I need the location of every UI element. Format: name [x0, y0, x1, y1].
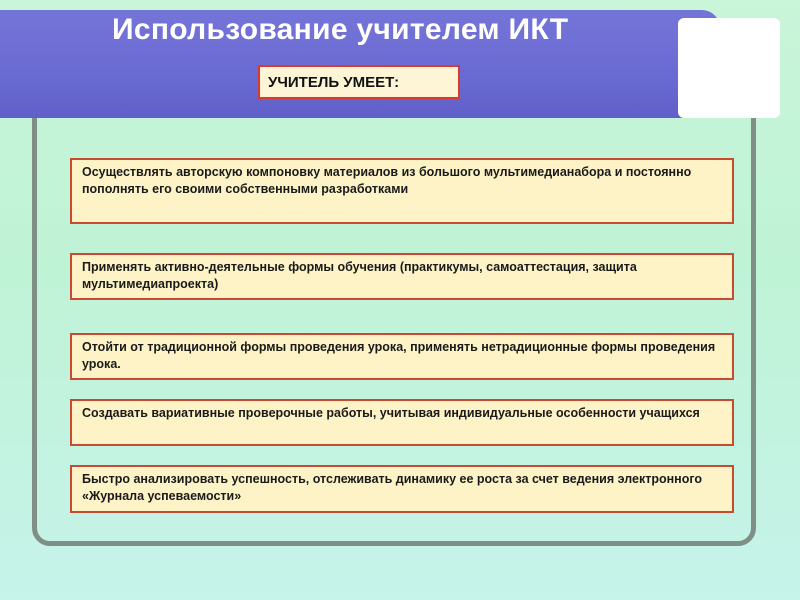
- subtitle-box: УЧИТЕЛЬ УМЕЕТ:: [258, 65, 460, 99]
- skill-box-progress-analysis: Быстро анализировать успешность, отслеживать динамику ее роста за счет ведения электронного «Журнала успеваемости»: [70, 465, 734, 513]
- skill-box-active-forms: Применять активно-деятельные формы обучения (практикумы, самоаттестация, защита мультимедиапроекта): [70, 253, 734, 300]
- skill-box-variative-tests: Создавать вариативные проверочные работы, учитывая индивидуальные особенности учащихся: [70, 399, 734, 446]
- corner-white-box: [678, 18, 780, 118]
- skill-box-nontraditional-lessons: Отойти от традиционной формы проведения урока, применять нетрадиционные формы проведения урока.: [70, 333, 734, 380]
- slide-title: Использование учителем ИКТ: [112, 13, 569, 46]
- skill-box-authoring: Осуществлять авторскую компоновку материалов из большого мультимедианабора и постоянно пополнять его своими собственными разработками: [70, 158, 734, 224]
